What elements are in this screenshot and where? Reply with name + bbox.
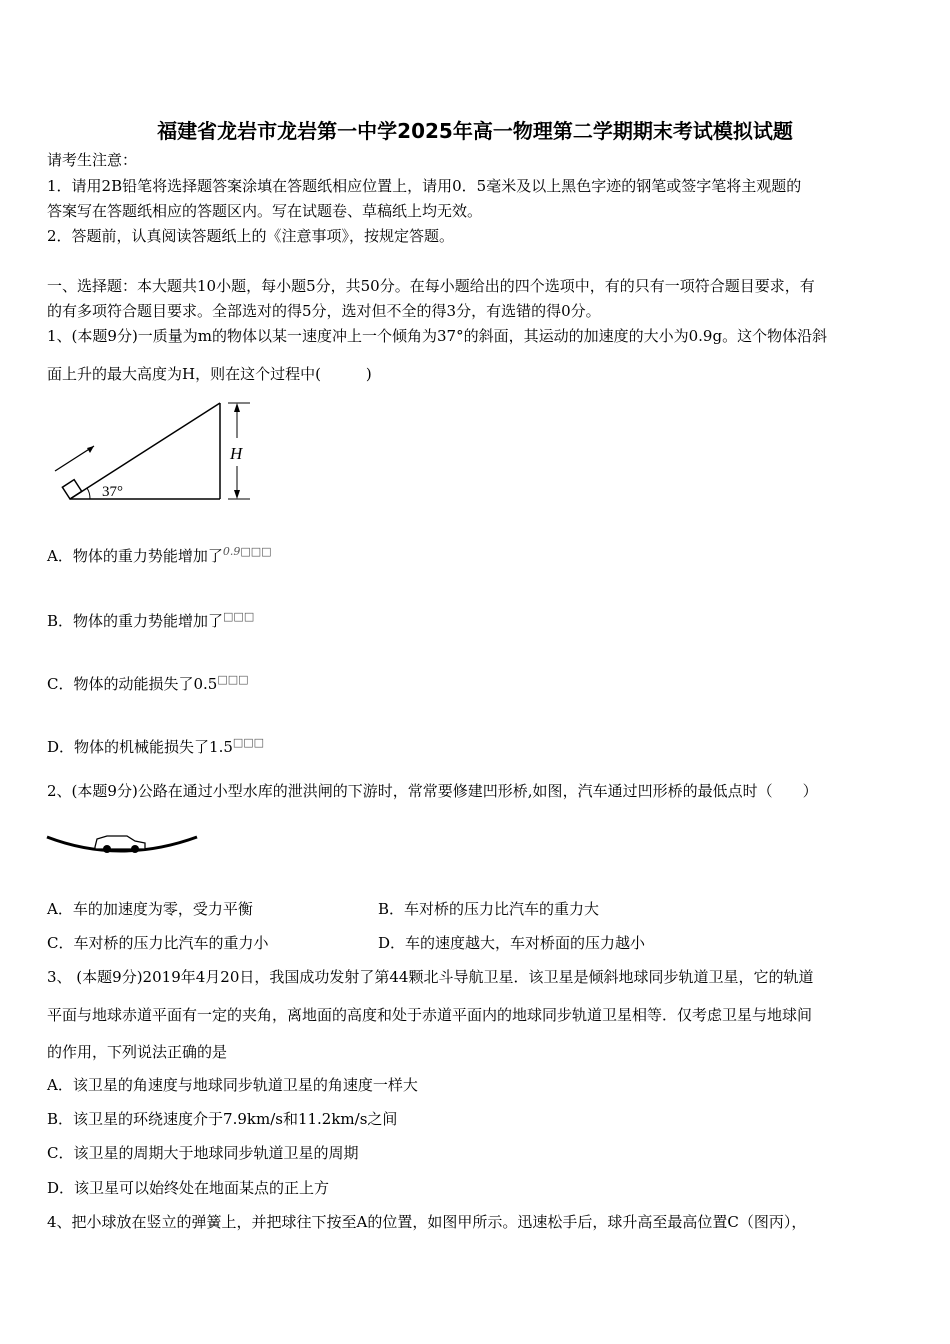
concave-bridge-car-figure [45,825,200,860]
q3-option-a: A．该卫星的角速度与地球同步轨道卫星的角速度一样大 [47,1076,418,1094]
q2-option-c: C．车对桥的压力比汽车的重力小 [47,934,269,952]
page-title: 福建省龙岩市龙岩第一中学2025年高一物理第二学期期末考试模拟试题 [157,119,793,143]
q2-option-a: A．车的加速度为零，受力平衡 [47,900,253,918]
section-line: 一、选择题：本大题共10小题，每小题5分，共50分。在每小题给出的四个选项中，有的只有一项符合题目要求，有 [47,277,815,295]
q2-line: 2、(本题9分)公路在通过小型水库的泄洪闸的下游时，常常要修建凹形桥,如图，汽车通过凹形桥的最低点时（ ） [47,782,818,800]
q3-line: 平面与地球赤道平面有一定的夹角，离地面的高度和处于赤道平面内的地球同步轨道卫星相等．仅考虑卫星与地球间 [47,1006,813,1024]
angle-label: 37° [102,484,123,500]
notice-line: 1．请用2B铅笔将选择题答案涂填在答题纸相应位置上，请用0．5毫米及以上黑色字迹的钢笔或签字笔将主观题的 [47,177,802,195]
notice-line: 答案写在答题纸相应的答题区内。写在试题卷、草稿纸上均无效。 [47,202,483,220]
q4-line: 4、把小球放在竖立的弹簧上，并把球往下按至A的位置，如图甲所示。迅速松手后，球升高至最高位置C（图丙）， [47,1213,807,1231]
q1-line: 面上升的最大高度为H，则在这个过程中( ) [47,365,372,383]
q1-option-c: C．物体的动能损失了0.5□□□ [47,673,249,693]
q3-line: 的作用，下列说法正确的是 [47,1043,228,1061]
q3-line: 3、 (本题9分)2019年4月20日，我国成功发射了第44颗北斗导航卫星．该卫星是倾斜地球同步轨道卫星，它的轨道 [47,968,814,986]
section-line: 的有多项符合题目要求。全部选对的得5分，选对但不全的得3分，有选错的得0分。 [47,302,601,320]
q3-option-d: D．该卫星可以始终处在地面某点的正上方 [47,1179,330,1197]
q1-line: 1、(本题9分)一质量为m的物体以某一速度冲上一个倾角为37°的斜面，其运动的加速度的大小为0.9g。这个物体沿斜 [47,327,828,345]
incline-figure [50,398,260,506]
q3-option-c: C．该卫星的周期大于地球同步轨道卫星的周期 [47,1144,359,1162]
q2-option-b: B．车对桥的压力比汽车的重力大 [378,900,600,918]
height-label: H [230,444,243,463]
notice-heading: 请考生注意： [47,151,138,169]
q2-option-d: D．车的速度越大，车对桥面的压力越小 [378,934,646,952]
q3-option-b: B．该卫星的环绕速度介于7.9km/s和11.2km/s之间 [47,1110,398,1128]
notice-line: 2．答题前，认真阅读答题纸上的《注意事项》，按规定答题。 [47,227,455,245]
q1-option-a: A．物体的重力势能增加了$^{0.9□□□}$ [47,545,272,565]
q1-option-b: B．物体的重力势能增加了□□□ [47,610,255,630]
q1-option-d: D．物体的机械能损失了1.5□□□ [47,736,265,756]
